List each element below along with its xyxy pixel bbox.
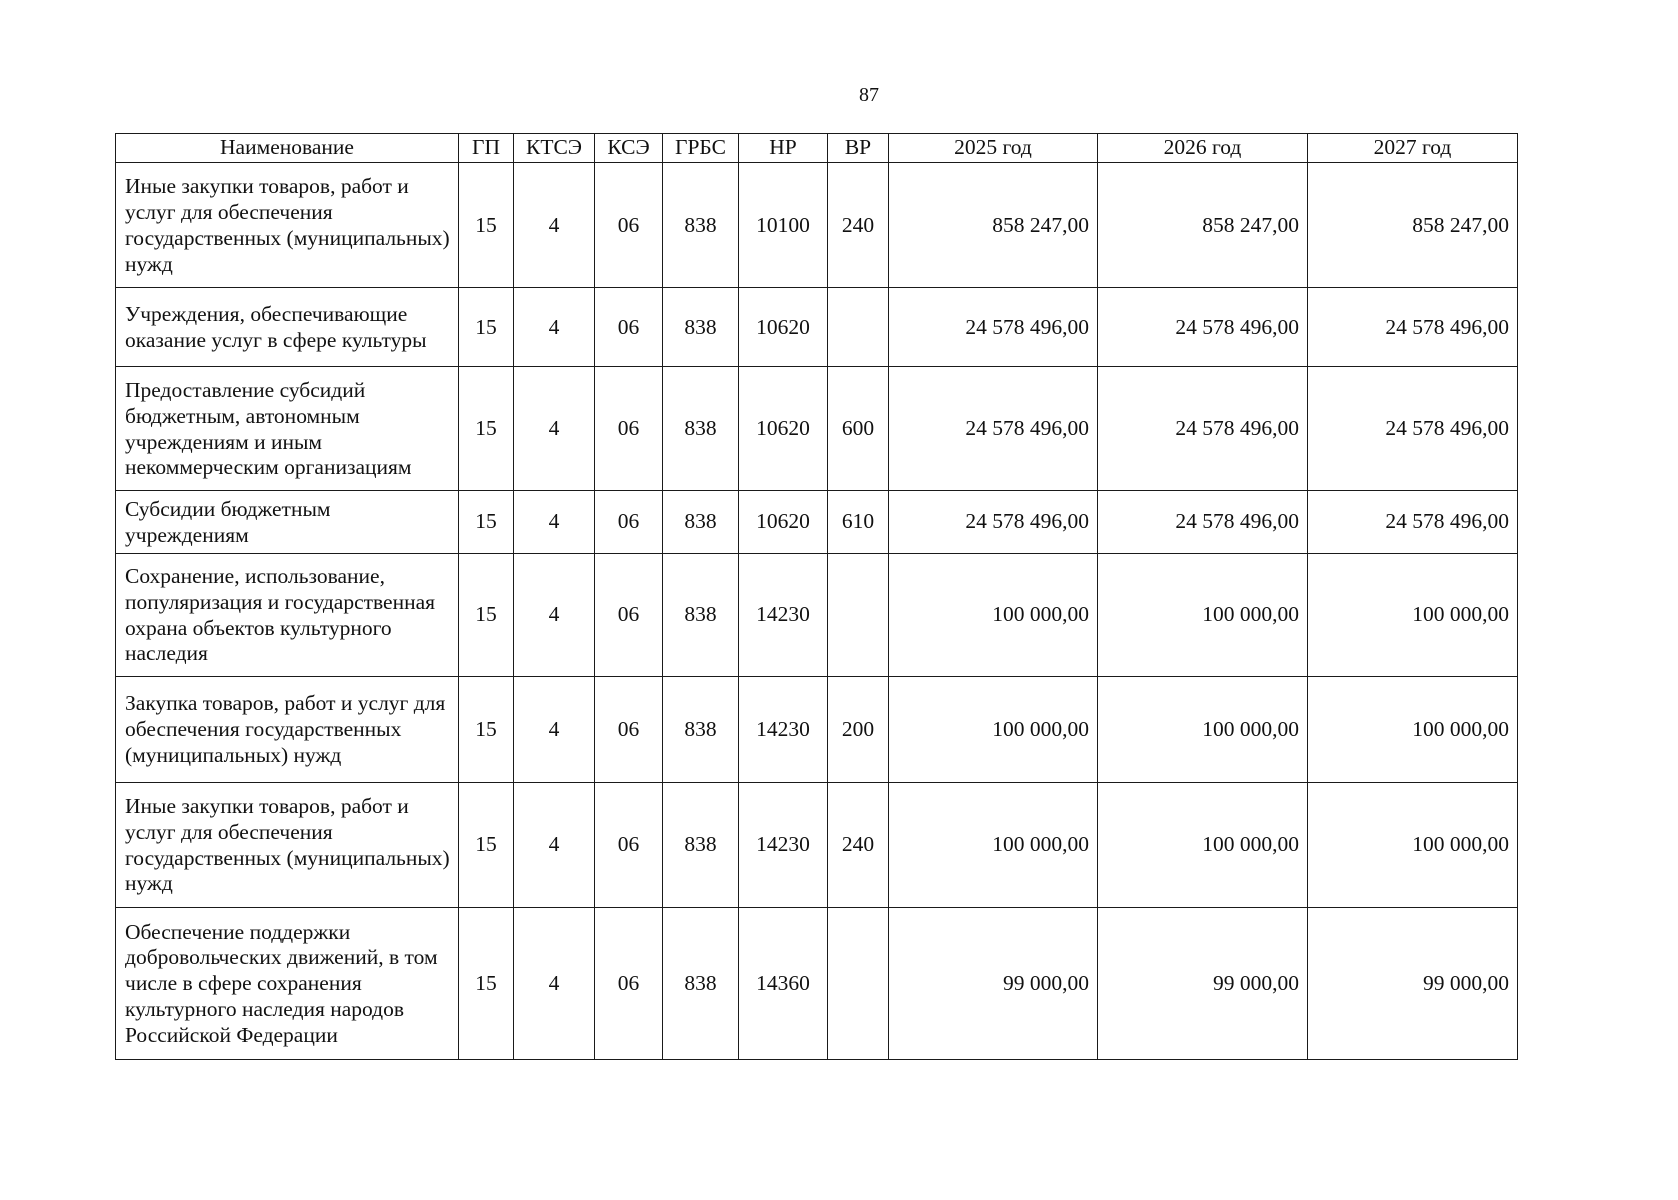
- row-2027: 100 000,00: [1308, 676, 1518, 782]
- header-row: [116, 134, 1518, 163]
- row-gp: 15: [459, 491, 514, 554]
- header-grbs: ГРБС: [663, 134, 739, 163]
- row-ktse: 4: [514, 907, 595, 1059]
- row-nr: 10620: [739, 491, 828, 554]
- row-kse: 06: [595, 288, 663, 367]
- page-number: 87: [859, 84, 879, 106]
- row-grbs: 838: [663, 676, 739, 782]
- row-gp: 15: [459, 288, 514, 367]
- header-2026: 2026 год: [1098, 134, 1308, 163]
- table-header: [116, 134, 1518, 163]
- row-2026: 24 578 496,00: [1098, 491, 1308, 554]
- row-ktse: 4: [514, 553, 595, 676]
- row-2025: 100 000,00: [889, 782, 1098, 907]
- row-2025: 24 578 496,00: [889, 288, 1098, 367]
- row-kse: 06: [595, 782, 663, 907]
- row-2027: 24 578 496,00: [1308, 491, 1518, 554]
- row-kse: 06: [595, 491, 663, 554]
- row-kse: 06: [595, 676, 663, 782]
- row-grbs: 838: [663, 907, 739, 1059]
- row-gp: 15: [459, 676, 514, 782]
- row-nr: 10100: [739, 163, 828, 288]
- table-row: [116, 163, 1518, 288]
- row-kse: 06: [595, 553, 663, 676]
- row-name: Закупка товаров, работ и услуг для обеспечения государственных (муниципальных) нужд: [116, 676, 459, 782]
- row-2025: 24 578 496,00: [889, 491, 1098, 554]
- row-vr: [828, 907, 889, 1059]
- row-2026: 24 578 496,00: [1098, 367, 1308, 491]
- row-gp: 15: [459, 163, 514, 288]
- table-row: [116, 676, 1518, 782]
- table-body: [116, 163, 1518, 1060]
- row-kse: 06: [595, 163, 663, 288]
- row-ktse: 4: [514, 491, 595, 554]
- row-2025: 100 000,00: [889, 553, 1098, 676]
- row-gp: 15: [459, 553, 514, 676]
- row-nr: 14230: [739, 782, 828, 907]
- table-row: [116, 491, 1518, 554]
- row-ktse: 4: [514, 288, 595, 367]
- row-name: Обеспечение поддержки добровольческих движений, в том числе в сфере сохранения культурного наследия народов Российской Федерации: [116, 907, 459, 1059]
- row-vr: 200: [828, 676, 889, 782]
- row-2026: 24 578 496,00: [1098, 288, 1308, 367]
- table-row: [116, 288, 1518, 367]
- row-2025: 858 247,00: [889, 163, 1098, 288]
- header-nr: НР: [739, 134, 828, 163]
- header-ktse: КТСЭ: [514, 134, 595, 163]
- row-grbs: 838: [663, 367, 739, 491]
- header-gp: ГП: [459, 134, 514, 163]
- row-vr: 240: [828, 163, 889, 288]
- row-2027: 24 578 496,00: [1308, 367, 1518, 491]
- row-gp: 15: [459, 367, 514, 491]
- row-2026: 100 000,00: [1098, 676, 1308, 782]
- row-gp: 15: [459, 782, 514, 907]
- row-vr: 610: [828, 491, 889, 554]
- header-2025: 2025 год: [889, 134, 1098, 163]
- row-2027: 24 578 496,00: [1308, 288, 1518, 367]
- row-vr: 240: [828, 782, 889, 907]
- header-name: Наименование: [116, 134, 459, 163]
- row-name: Предоставление субсидий бюджетным, автономным учреждениям и иным некоммерческим организациям: [116, 367, 459, 491]
- table-row: [116, 782, 1518, 907]
- row-name: Сохранение, использование, популяризация и государственная охрана объектов культурного наследия: [116, 553, 459, 676]
- row-nr: 10620: [739, 288, 828, 367]
- row-2025: 99 000,00: [889, 907, 1098, 1059]
- row-ktse: 4: [514, 676, 595, 782]
- table-row: [116, 367, 1518, 491]
- row-grbs: 838: [663, 163, 739, 288]
- row-nr: 14360: [739, 907, 828, 1059]
- row-nr: 14230: [739, 553, 828, 676]
- row-nr: 10620: [739, 367, 828, 491]
- row-ktse: 4: [514, 367, 595, 491]
- row-2027: 858 247,00: [1308, 163, 1518, 288]
- budget-table: [115, 133, 1518, 1060]
- table-row: [116, 907, 1518, 1059]
- row-vr: [828, 288, 889, 367]
- row-2027: 100 000,00: [1308, 782, 1518, 907]
- row-kse: 06: [595, 367, 663, 491]
- row-grbs: 838: [663, 553, 739, 676]
- row-2025: 24 578 496,00: [889, 367, 1098, 491]
- row-grbs: 838: [663, 782, 739, 907]
- row-grbs: 838: [663, 491, 739, 554]
- row-2026: 99 000,00: [1098, 907, 1308, 1059]
- row-gp: 15: [459, 907, 514, 1059]
- row-nr: 14230: [739, 676, 828, 782]
- header-kse: КСЭ: [595, 134, 663, 163]
- row-ktse: 4: [514, 163, 595, 288]
- header-vr: ВР: [828, 134, 889, 163]
- row-vr: 600: [828, 367, 889, 491]
- row-2026: 100 000,00: [1098, 553, 1308, 676]
- row-name: Субсидии бюджетным учреждениям: [116, 491, 459, 554]
- row-name: Иные закупки товаров, работ и услуг для обеспечения государственных (муниципальных) нужд: [116, 163, 459, 288]
- row-2026: 858 247,00: [1098, 163, 1308, 288]
- row-grbs: 838: [663, 288, 739, 367]
- row-2026: 100 000,00: [1098, 782, 1308, 907]
- header-2027: 2027 год: [1308, 134, 1518, 163]
- row-name: Иные закупки товаров, работ и услуг для обеспечения государственных (муниципальных) нужд: [116, 782, 459, 907]
- row-name: Учреждения, обеспечивающие оказание услуг в сфере культуры: [116, 288, 459, 367]
- row-2025: 100 000,00: [889, 676, 1098, 782]
- row-kse: 06: [595, 907, 663, 1059]
- row-ktse: 4: [514, 782, 595, 907]
- row-2027: 99 000,00: [1308, 907, 1518, 1059]
- row-vr: [828, 553, 889, 676]
- row-2027: 100 000,00: [1308, 553, 1518, 676]
- table-row: [116, 553, 1518, 676]
